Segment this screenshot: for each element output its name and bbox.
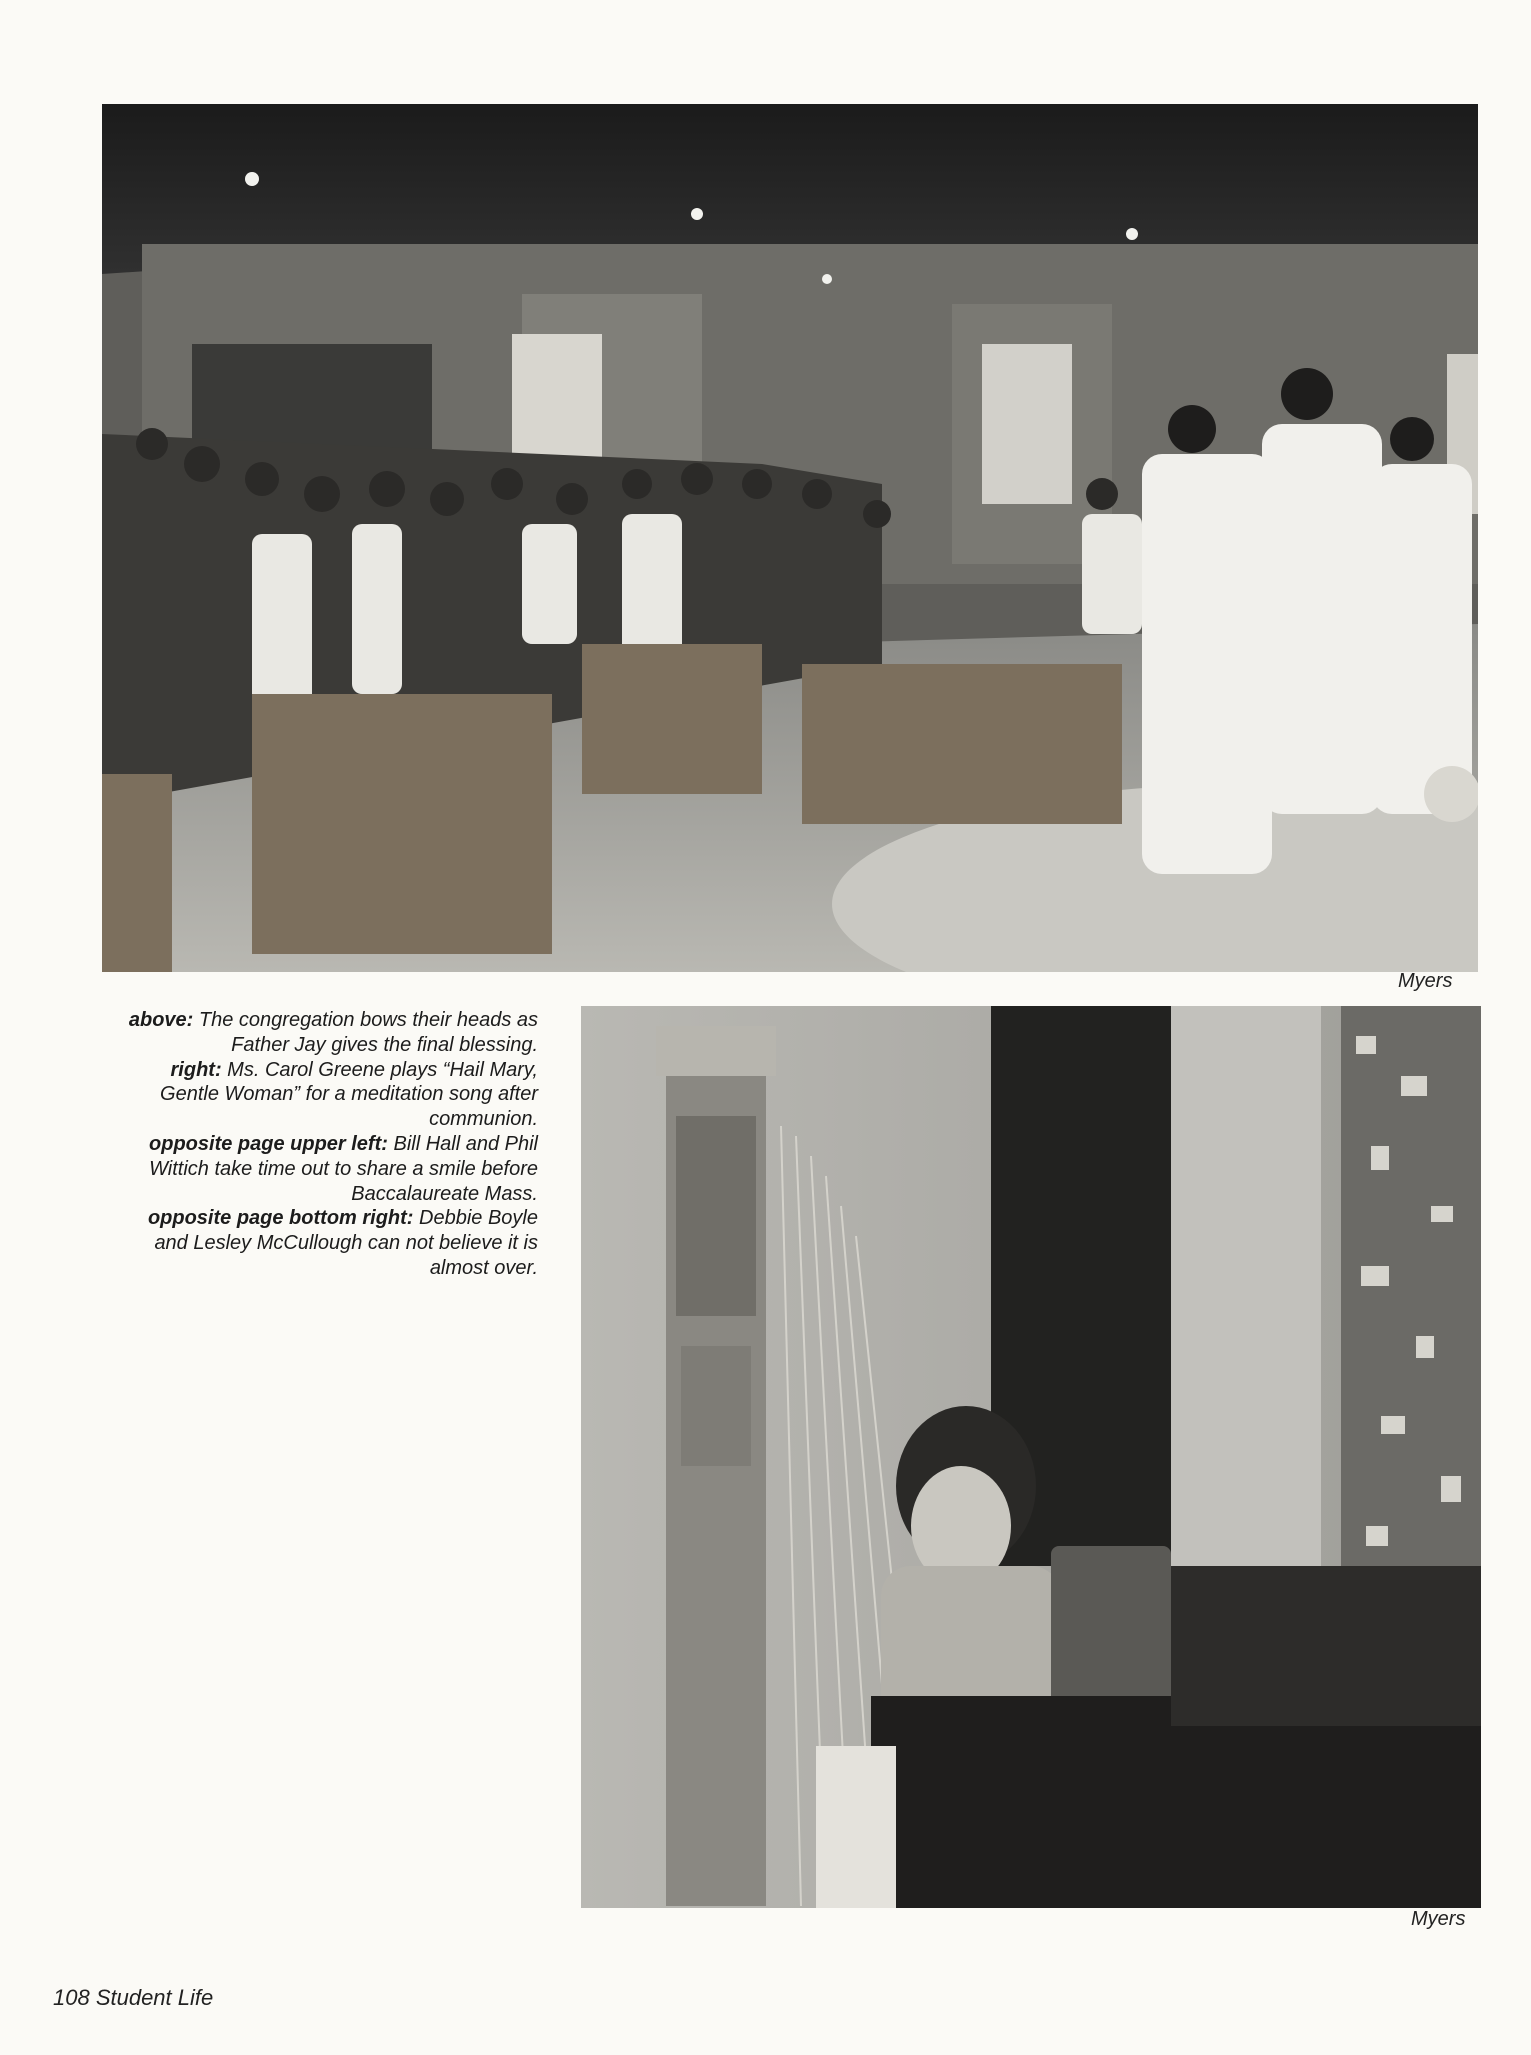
congregation-photo-image bbox=[102, 104, 1478, 972]
photo-credit-bottom: Myers bbox=[1411, 1908, 1466, 1930]
congregation-photo bbox=[102, 104, 1478, 972]
caption-opposite-upper-left: opposite page upper left: Bill Hall and Phil Wittich take time out to share a smile before Baccalaureate Mass. bbox=[149, 1132, 538, 1205]
caption-above: above: The congregation bows their heads as Father Jay gives the final blessing. bbox=[128, 1009, 538, 1056]
caption-block bbox=[120, 1008, 538, 1281]
harpist-photo bbox=[581, 1006, 1481, 1908]
page-footer: 108 Student Life bbox=[53, 1985, 214, 2010]
photo-credit-top: Myers bbox=[1398, 970, 1453, 992]
harpist-photo-image bbox=[581, 1006, 1481, 1908]
caption-right: right: Ms. Carol Greene plays “Hail Mary, Gentle Woman” for a meditation song after communion. bbox=[160, 1058, 538, 1131]
caption-opposite-bottom-right: opposite page bottom right: Debbie Boyle and Lesley McCullough can not believe it is almost over. bbox=[147, 1207, 538, 1279]
